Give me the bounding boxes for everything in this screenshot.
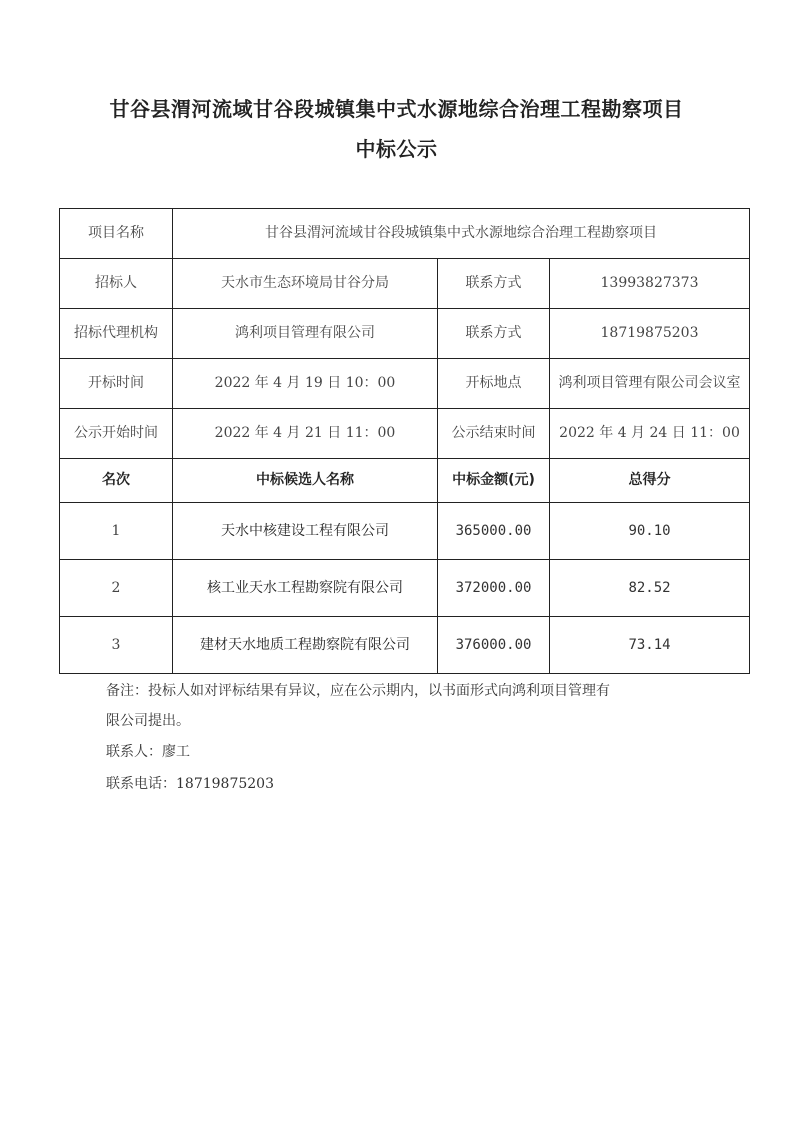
tenderer-label: 招标人: [60, 259, 173, 309]
tenderer-contact-value: 13993827373: [550, 259, 750, 309]
table-row: [60, 409, 750, 459]
header-score: 总得分: [550, 459, 750, 503]
contact-person: 联系人：廖工: [106, 744, 190, 760]
tenderer-contact-label: 联系方式: [438, 259, 550, 309]
project-name-label: 项目名称: [60, 209, 173, 259]
open-time-label: 开标时间: [60, 359, 173, 409]
table-row: [60, 503, 750, 560]
notice-subtitle: 中标公示: [355, 137, 438, 161]
remark-line-2: 限公司提出。: [106, 713, 190, 729]
agency-label: 招标代理机构: [60, 309, 173, 359]
award-table: [59, 208, 750, 674]
notice-end-value: 2022 年 4 月 24 日 11：00: [550, 409, 750, 459]
candidate-name: 天水中核建设工程有限公司: [173, 503, 438, 560]
notice-start-value: 2022 年 4 月 21 日 11：00: [173, 409, 438, 459]
candidate-amount: 365000.00: [438, 503, 550, 560]
open-place-label: 开标地点: [438, 359, 550, 409]
table-row: [60, 209, 750, 259]
open-place-value: 鸿利项目管理有限公司会议室: [550, 359, 750, 409]
tenderer-value: 天水市生态环境局甘谷分局: [173, 259, 438, 309]
table-row: [60, 617, 750, 674]
candidate-amount: 372000.00: [438, 560, 550, 617]
candidate-score: 82.52: [550, 560, 750, 617]
notice-title: 甘谷县渭河流域甘谷段城镇集中式水源地综合治理工程勘察项目: [109, 97, 684, 121]
open-time-value: 2022 年 4 月 19 日 10：00: [173, 359, 438, 409]
candidates-header-row: [60, 459, 750, 503]
candidate-score: 73.14: [550, 617, 750, 674]
table-row: [60, 359, 750, 409]
candidate-rank: 2: [60, 560, 173, 617]
candidate-name: 核工业天水工程勘察院有限公司: [173, 560, 438, 617]
candidate-rank: 1: [60, 503, 173, 560]
table-row: [60, 259, 750, 309]
header-candidate-name: 中标候选人名称: [173, 459, 438, 503]
agency-contact-value: 18719875203: [550, 309, 750, 359]
remark-line-1: 备注：投标人如对评标结果有异议，应在公示期内，以书面形式向鸿利项目管理有: [106, 683, 610, 699]
contact-phone: 联系电话：18719875203: [106, 776, 274, 792]
notice-end-label: 公示结束时间: [438, 409, 550, 459]
header-amount: 中标金额(元): [438, 459, 550, 503]
notice-start-label: 公示开始时间: [60, 409, 173, 459]
header-rank: 名次: [60, 459, 173, 503]
agency-contact-label: 联系方式: [438, 309, 550, 359]
candidate-rank: 3: [60, 617, 173, 674]
candidate-score: 90.10: [550, 503, 750, 560]
candidate-name: 建材天水地质工程勘察院有限公司: [173, 617, 438, 674]
agency-value: 鸿利项目管理有限公司: [173, 309, 438, 359]
table-row: [60, 309, 750, 359]
candidate-amount: 376000.00: [438, 617, 550, 674]
project-name-value: 甘谷县渭河流域甘谷段城镇集中式水源地综合治理工程勘察项目: [173, 209, 750, 259]
table-row: [60, 560, 750, 617]
